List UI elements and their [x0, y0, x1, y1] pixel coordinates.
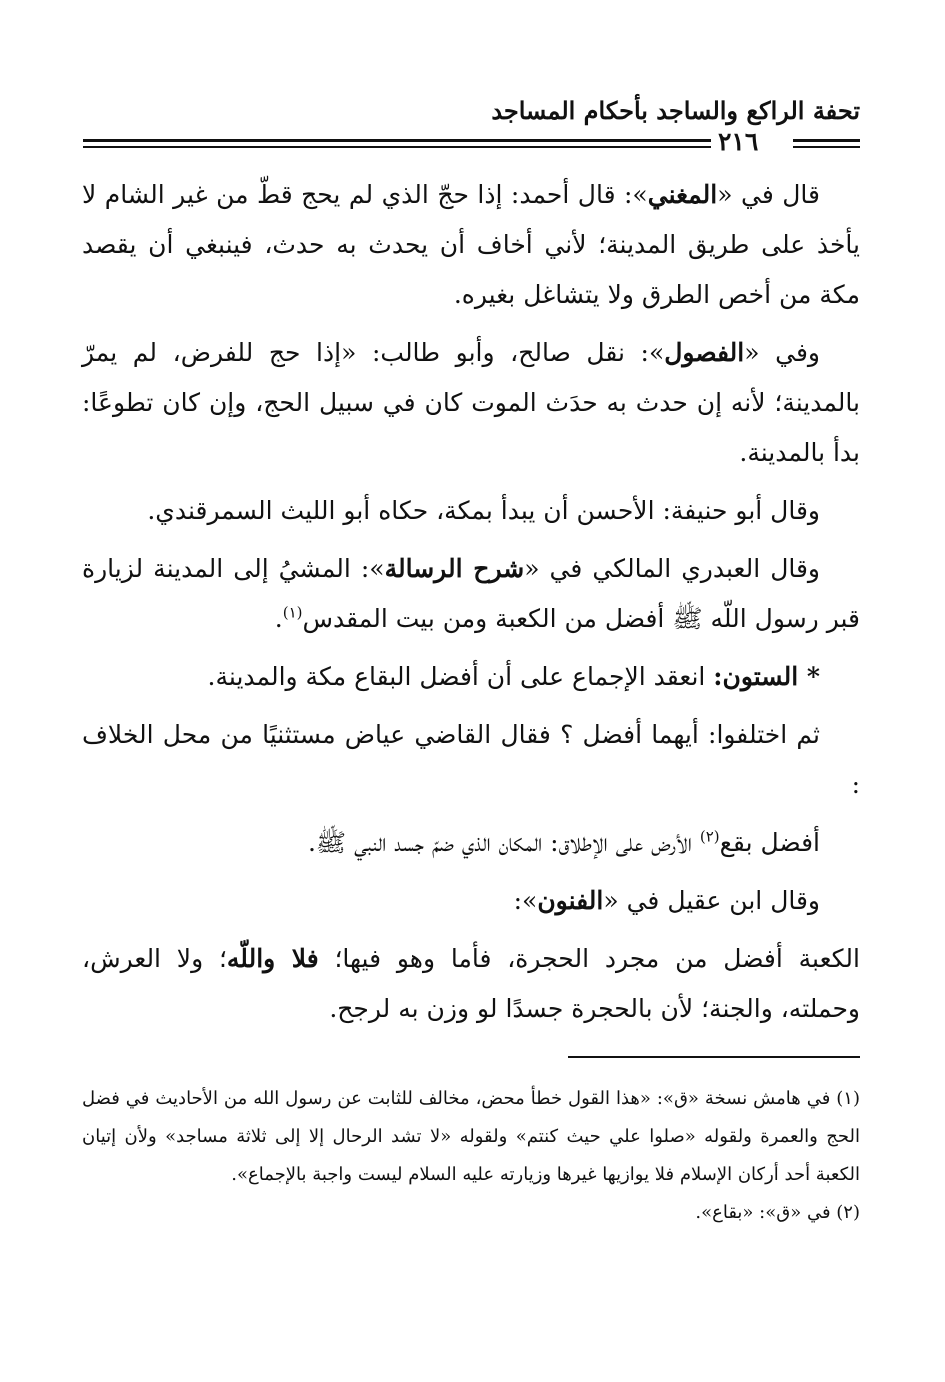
- text-run: »: قال أحمد: إذا حجّ الذي لم يحج قطّ من غير الشام لا يأخذ على طريق المدينة؛ لأني أخاف أن يحدث به حدث، فينبغي أن يقصد مكة من أخص الطرق ولا يتشاغل بغيره.: [82, 180, 860, 309]
- paragraph-ibn-aqil: [82, 876, 860, 926]
- paragraph-afdal-buqa: [82, 818, 860, 868]
- paragraph-sittun: [82, 652, 860, 702]
- footnote-2: (٢) في «ق»: «بقاع».: [695, 1202, 860, 1223]
- paragraph-fusul: [82, 328, 860, 478]
- book-title: المغني: [647, 180, 718, 209]
- text-run: »: نقل صالح، وأبو طالب: «إذا حج للفرض، لم يمرّ بالمدينة؛ لأنه إن حدث به حدَث الموت كان في سبيل الحج، وإن كان تطوعًا: بدأ بالمدينة.: [82, 338, 860, 467]
- header-rule-long-bottom: [83, 146, 711, 148]
- paragraph-ikhtalafu: ثم اختلفوا: أيهما أفضل ؟ فقال القاضي عياض مستثنيًا من محل الخلاف :: [82, 720, 860, 799]
- book-title: شرح الرسالة: [384, 554, 525, 583]
- footnote-ref-2[interactable]: (٢): [699, 827, 720, 846]
- text-run: ؛ ولا العرش، وحملته، والجنة؛ لأن بالحجرة جسدًا لو وزن به لرجح.: [82, 944, 860, 1023]
- paragraph-kaaba: [82, 934, 860, 1034]
- text-run: .: [274, 604, 283, 633]
- text-run: »:: [513, 886, 538, 915]
- text-run: قال في «: [717, 180, 820, 209]
- emphasis: فلا واللّه: [226, 944, 319, 973]
- footnote-1: (١) في هامش نسخة «ق»: «هذا القول خطأ محض، مخالف للثابت عن رسول الله من الأحاديث في فضل الحج والعمرة ولقوله «صلوا علي حيث كنتم» ولقوله «لا تشد الرحال إلا إلى ثلاثة مساجد» ولأن إتيان الكعبة أحد أركان الإسلام فلا يوازيها غيرها وزيارته عليه السلام ليست واجبة بالإجماع».: [82, 1088, 860, 1185]
- text-run: وفي «: [744, 338, 820, 367]
- text-run: انعقد الإجماع على أن أفضل البقاع مكة والمدينة.: [207, 662, 714, 691]
- section-heading: * الستون:: [713, 662, 820, 691]
- footnotes: [82, 1080, 860, 1232]
- header-rule-short-top: [793, 139, 860, 142]
- footnote-separator: [568, 1056, 860, 1058]
- main-text: [82, 170, 860, 1042]
- paragraph-abu-hanifa: وقال أبو حنيفة: الأحسن أن يبدأ بمكة، حكاه أبو الليث السمرقندي.: [147, 496, 820, 525]
- book-title: الفصول: [664, 338, 745, 367]
- paragraph-mughni: [82, 170, 860, 320]
- header-rule-short-bottom: [793, 146, 860, 148]
- book-title: الفنون: [537, 886, 604, 915]
- footnote-ref-1[interactable]: (١): [282, 603, 303, 622]
- paragraph-abdari: [82, 544, 860, 644]
- page-number: ٢١٦: [718, 127, 759, 156]
- running-head-title: تحفة الراكع والساجد بأحكام المساجد: [491, 96, 860, 125]
- text-run: الكعبة أفضل من مجرد الحجرة، فأما وهو فيها؛: [318, 944, 860, 973]
- text-run: وقال ابن عقيل في «: [603, 886, 820, 915]
- text-run: »: المشيُ إلى المدينة لزيارة قبر رسول اللّه ﷺ أفضل من الكعبة ومن بيت المقدس: [82, 554, 860, 633]
- header-rule-long-top: [83, 139, 711, 142]
- text-run: أفضل بقع: [719, 828, 820, 857]
- text-run: وقال العبدري المالكي في «: [524, 554, 820, 583]
- text-run: الأرض على الإطلاق: المكان الذي ضمّ جسد النبي ﷺ.: [307, 828, 700, 857]
